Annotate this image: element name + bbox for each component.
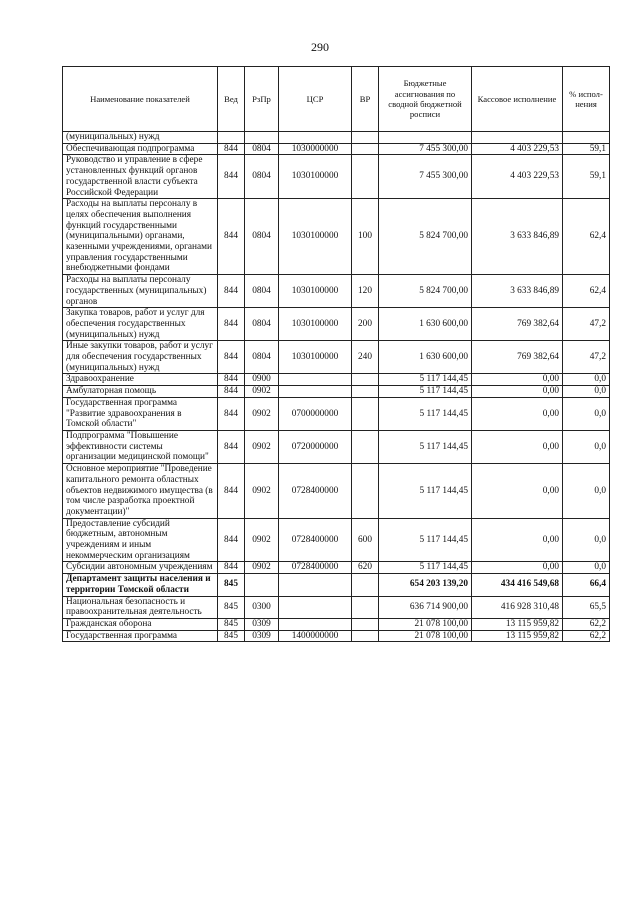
cell-name: Подпрограмма "Повышение эффективности системы организации медицинской помощи" [63, 430, 218, 463]
cell-rzpr [245, 132, 279, 144]
cell-ved: 844 [218, 199, 245, 275]
cell-ved: 845 [218, 630, 245, 642]
table-row [63, 596, 610, 618]
cell-name: Руководство и управление в сфере установленных функций органов государственной власти субъекта Российской Федерации [63, 155, 218, 199]
cell-ved: 844 [218, 562, 245, 574]
cell-vr: 600 [352, 518, 379, 562]
cell-cash: 769 382,64 [472, 341, 563, 374]
cell-vr [352, 630, 379, 642]
table-row [63, 132, 610, 144]
cell-rzpr: 0804 [245, 275, 279, 308]
cell-percent: 62,4 [563, 275, 610, 308]
column-header-budget: Бюджетные ассигнования по сводной бюджетной росписи [379, 67, 472, 132]
cell-percent: 62,4 [563, 199, 610, 275]
cell-csr: 1030100000 [279, 308, 352, 341]
cell-name: (муниципальных) нужд [63, 132, 218, 144]
column-header-cash: Кассовое исполнение [472, 67, 563, 132]
cell-percent [563, 132, 610, 144]
cell-name: Государственная программа "Развитие здравоохранения в Томской области" [63, 397, 218, 430]
cell-csr [279, 618, 352, 630]
cell-name: Здравоохранение [63, 374, 218, 386]
cell-csr: 1030100000 [279, 199, 352, 275]
table-row [63, 518, 610, 562]
cell-csr: 0728400000 [279, 518, 352, 562]
cell-name: Основное мероприятие "Проведение капитального ремонта областных объектов недвижимого имущества (в том числе разработка проектной документации)" [63, 464, 218, 519]
cell-cash: 0,00 [472, 430, 563, 463]
cell-cash: 4 403 229,53 [472, 155, 563, 199]
cell-vr: 100 [352, 199, 379, 275]
table-row [63, 155, 610, 199]
cell-budget: 636 714 900,00 [379, 596, 472, 618]
cell-rzpr: 0902 [245, 397, 279, 430]
cell-cash: 0,00 [472, 386, 563, 398]
cell-ved: 844 [218, 275, 245, 308]
cell-rzpr [245, 574, 279, 596]
cell-rzpr: 0902 [245, 386, 279, 398]
cell-budget: 5 117 144,45 [379, 562, 472, 574]
cell-vr [352, 143, 379, 155]
header-row [63, 67, 610, 132]
cell-ved: 844 [218, 430, 245, 463]
cell-csr [279, 386, 352, 398]
cell-vr: 240 [352, 341, 379, 374]
cell-ved: 844 [218, 374, 245, 386]
cell-cash [472, 132, 563, 144]
cell-cash: 3 633 846,89 [472, 275, 563, 308]
cell-rzpr: 0309 [245, 630, 279, 642]
cell-ved: 844 [218, 308, 245, 341]
column-header-csr: ЦСР [279, 67, 352, 132]
cell-ved: 845 [218, 618, 245, 630]
cell-percent: 47,2 [563, 308, 610, 341]
cell-vr [352, 397, 379, 430]
cell-percent: 65,5 [563, 596, 610, 618]
cell-rzpr: 0902 [245, 518, 279, 562]
cell-cash: 0,00 [472, 518, 563, 562]
column-header-rzpr: РзПр [245, 67, 279, 132]
cell-vr [352, 132, 379, 144]
table-row [63, 199, 610, 275]
cell-budget: 21 078 100,00 [379, 630, 472, 642]
budget-execution-table [62, 66, 610, 642]
cell-cash: 3 633 846,89 [472, 199, 563, 275]
cell-cash: 0,00 [472, 374, 563, 386]
cell-budget: 5 824 700,00 [379, 275, 472, 308]
cell-vr [352, 596, 379, 618]
cell-budget: 7 455 300,00 [379, 155, 472, 199]
cell-percent: 62,2 [563, 630, 610, 642]
cell-name: Государственная программа [63, 630, 218, 642]
cell-rzpr: 0902 [245, 430, 279, 463]
cell-budget [379, 132, 472, 144]
table-row [63, 464, 610, 519]
table-row [63, 562, 610, 574]
cell-name: Амбулаторная помощь [63, 386, 218, 398]
cell-rzpr: 0902 [245, 562, 279, 574]
cell-cash: 4 403 229,53 [472, 143, 563, 155]
cell-vr [352, 155, 379, 199]
cell-cash: 416 928 310,48 [472, 596, 563, 618]
cell-name: Гражданская оборона [63, 618, 218, 630]
cell-budget: 654 203 139,20 [379, 574, 472, 596]
table-row [63, 397, 610, 430]
table-row [63, 630, 610, 642]
cell-rzpr: 0804 [245, 199, 279, 275]
cell-vr [352, 618, 379, 630]
cell-budget: 5 117 144,45 [379, 386, 472, 398]
cell-ved: 844 [218, 518, 245, 562]
table-row [63, 386, 610, 398]
cell-name: Расходы на выплаты персоналу государственных (муниципальных) органов [63, 275, 218, 308]
cell-percent: 59,1 [563, 143, 610, 155]
cell-percent: 0,0 [563, 518, 610, 562]
cell-ved: 844 [218, 386, 245, 398]
cell-percent: 62,2 [563, 618, 610, 630]
cell-budget: 5 117 144,45 [379, 397, 472, 430]
cell-cash: 13 115 959,82 [472, 618, 563, 630]
cell-rzpr: 0804 [245, 143, 279, 155]
cell-budget: 5 824 700,00 [379, 199, 472, 275]
cell-name: Департамент защиты населения и территории Томской области [63, 574, 218, 596]
cell-budget: 7 455 300,00 [379, 143, 472, 155]
cell-percent: 0,0 [563, 464, 610, 519]
cell-name: Обеспечивающая подпрограмма [63, 143, 218, 155]
cell-rzpr: 0804 [245, 341, 279, 374]
cell-percent: 0,0 [563, 562, 610, 574]
cell-budget: 5 117 144,45 [379, 464, 472, 519]
cell-ved: 844 [218, 397, 245, 430]
cell-rzpr: 0804 [245, 155, 279, 199]
cell-rzpr: 0804 [245, 308, 279, 341]
cell-percent: 0,0 [563, 397, 610, 430]
cell-name: Иные закупки товаров, работ и услуг для обеспечения государственных (муниципальных) нужд [63, 341, 218, 374]
cell-budget: 5 117 144,45 [379, 374, 472, 386]
cell-ved [218, 132, 245, 144]
cell-vr [352, 374, 379, 386]
cell-rzpr: 0309 [245, 618, 279, 630]
cell-vr [352, 464, 379, 519]
cell-name: Предоставление субсидий бюджетным, автономным учреждениям и иным некоммерческим организациям [63, 518, 218, 562]
cell-vr [352, 430, 379, 463]
cell-vr: 200 [352, 308, 379, 341]
cell-csr: 0728400000 [279, 562, 352, 574]
table-header [63, 67, 610, 132]
cell-budget: 1 630 600,00 [379, 341, 472, 374]
table-row [63, 574, 610, 596]
cell-csr: 1030100000 [279, 155, 352, 199]
table-body [63, 132, 610, 642]
cell-csr: 1030000000 [279, 143, 352, 155]
cell-csr: 1400000000 [279, 630, 352, 642]
cell-vr [352, 386, 379, 398]
cell-ved: 844 [218, 341, 245, 374]
cell-rzpr: 0900 [245, 374, 279, 386]
cell-cash: 434 416 549,68 [472, 574, 563, 596]
cell-csr [279, 374, 352, 386]
table-row [63, 143, 610, 155]
cell-name: Закупка товаров, работ и услуг для обеспечения государственных (муниципальных) нужд [63, 308, 218, 341]
cell-csr [279, 132, 352, 144]
cell-name: Субсидии автономным учреждениям [63, 562, 218, 574]
cell-percent: 47,2 [563, 341, 610, 374]
column-header-vr: ВР [352, 67, 379, 132]
cell-vr: 120 [352, 275, 379, 308]
cell-percent: 0,0 [563, 430, 610, 463]
column-header-percent: % испол-нения [563, 67, 610, 132]
cell-cash: 0,00 [472, 397, 563, 430]
cell-rzpr: 0902 [245, 464, 279, 519]
column-header-name: Наименование показателей [63, 67, 218, 132]
cell-percent: 0,0 [563, 374, 610, 386]
cell-name: Расходы на выплаты персоналу в целях обеспечения выполнения функций государственными (муниципальными) органами, казенными учреждениями, органами управления государственными внебюджетными фондами [63, 199, 218, 275]
cell-csr: 0700000000 [279, 397, 352, 430]
cell-csr: 1030100000 [279, 341, 352, 374]
cell-csr: 1030100000 [279, 275, 352, 308]
cell-budget: 1 630 600,00 [379, 308, 472, 341]
cell-percent: 59,1 [563, 155, 610, 199]
table-row [63, 618, 610, 630]
cell-cash: 0,00 [472, 562, 563, 574]
cell-ved: 844 [218, 155, 245, 199]
cell-ved: 844 [218, 464, 245, 519]
cell-csr [279, 574, 352, 596]
cell-name: Национальная безопасность и правоохранительная деятельность [63, 596, 218, 618]
cell-ved: 844 [218, 143, 245, 155]
cell-vr [352, 574, 379, 596]
table-row [63, 275, 610, 308]
page-number: 290 [311, 40, 329, 54]
table-row [63, 430, 610, 463]
cell-cash: 0,00 [472, 464, 563, 519]
cell-rzpr: 0300 [245, 596, 279, 618]
cell-budget: 21 078 100,00 [379, 618, 472, 630]
cell-cash: 13 115 959,82 [472, 630, 563, 642]
cell-vr: 620 [352, 562, 379, 574]
cell-ved: 845 [218, 574, 245, 596]
cell-csr [279, 596, 352, 618]
cell-percent: 66,4 [563, 574, 610, 596]
cell-budget: 5 117 144,45 [379, 518, 472, 562]
cell-cash: 769 382,64 [472, 308, 563, 341]
table-row [63, 308, 610, 341]
cell-csr: 0728400000 [279, 464, 352, 519]
table-row [63, 374, 610, 386]
table-row [63, 341, 610, 374]
column-header-ved: Вед [218, 67, 245, 132]
cell-ved: 845 [218, 596, 245, 618]
cell-percent: 0,0 [563, 386, 610, 398]
cell-budget: 5 117 144,45 [379, 430, 472, 463]
cell-csr: 0720000000 [279, 430, 352, 463]
